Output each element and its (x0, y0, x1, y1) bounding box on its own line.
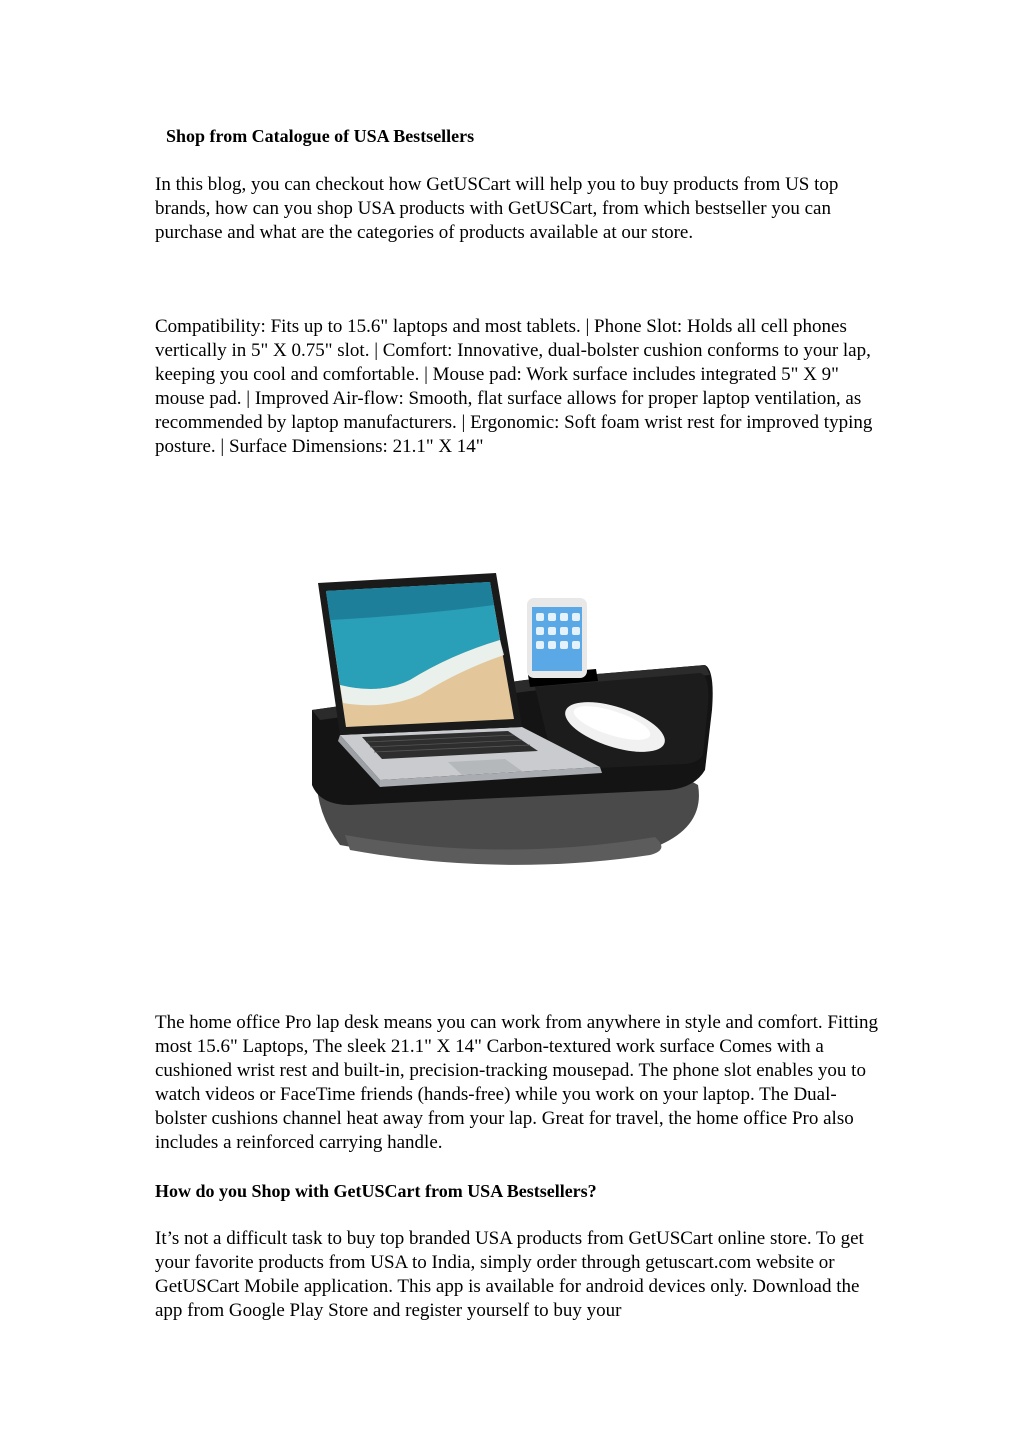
page-title: Shop from Catalogue of USA Bestsellers (166, 126, 475, 146)
product-description-paragraph: The home office Pro lap desk means you can work from anywhere in style and comfort. Fitting most 15.6" Laptops, The sleek 21.1" X 14" Carbon-textured work surface Comes with a cushioned wrist rest and built-in, precision-tracking mousepad. The phone slot enables you to watch videos or FaceTime friends (hands-free) while you work on your laptop. The Dual-bolster cushions channel heat away from your lap. Great for travel, the home office Pro also includes a reinforced carrying handle. (155, 1012, 879, 1153)
how-to-shop-paragraph: It’s not a difficult task to buy top branded USA products from GetUSCart online store. To get your favorite products from USA to India, simply order through getuscart.com website or GetUSCart Mobile application. This app is available for android devices only. Download the app from Google Play Store and register yourself to buy your (155, 1228, 864, 1321)
lap-desk-product-image (300, 505, 720, 920)
intro-paragraph: In this blog, you can checkout how GetUSCart will help you to buy products from US top brands, how can you shop USA products with GetUSCart, from which bestseller you can purchase and what are the categories of products available at our store. (155, 174, 839, 243)
section-heading: How do you Shop with GetUSCart from USA Bestsellers? (155, 1181, 597, 1201)
specs-paragraph: Compatibility: Fits up to 15.6" laptops and most tablets. | Phone Slot: Holds all cell phones vertically in 5" X 0.75" slot. | Comfort: Innovative, dual-bolster cushion conforms to your lap, keeping you cool and comfortable. | Mouse pad: Work surface includes integrated 5" X 9" mouse pad. | Improved Air-flow: Smooth, flat surface allows for proper laptop ventilation, as recommended by laptop manufacturers. | Ergonomic: Soft foam wrist rest for improved typing posture. | Surface Dimensions: 21.1" X 14" (155, 316, 873, 457)
